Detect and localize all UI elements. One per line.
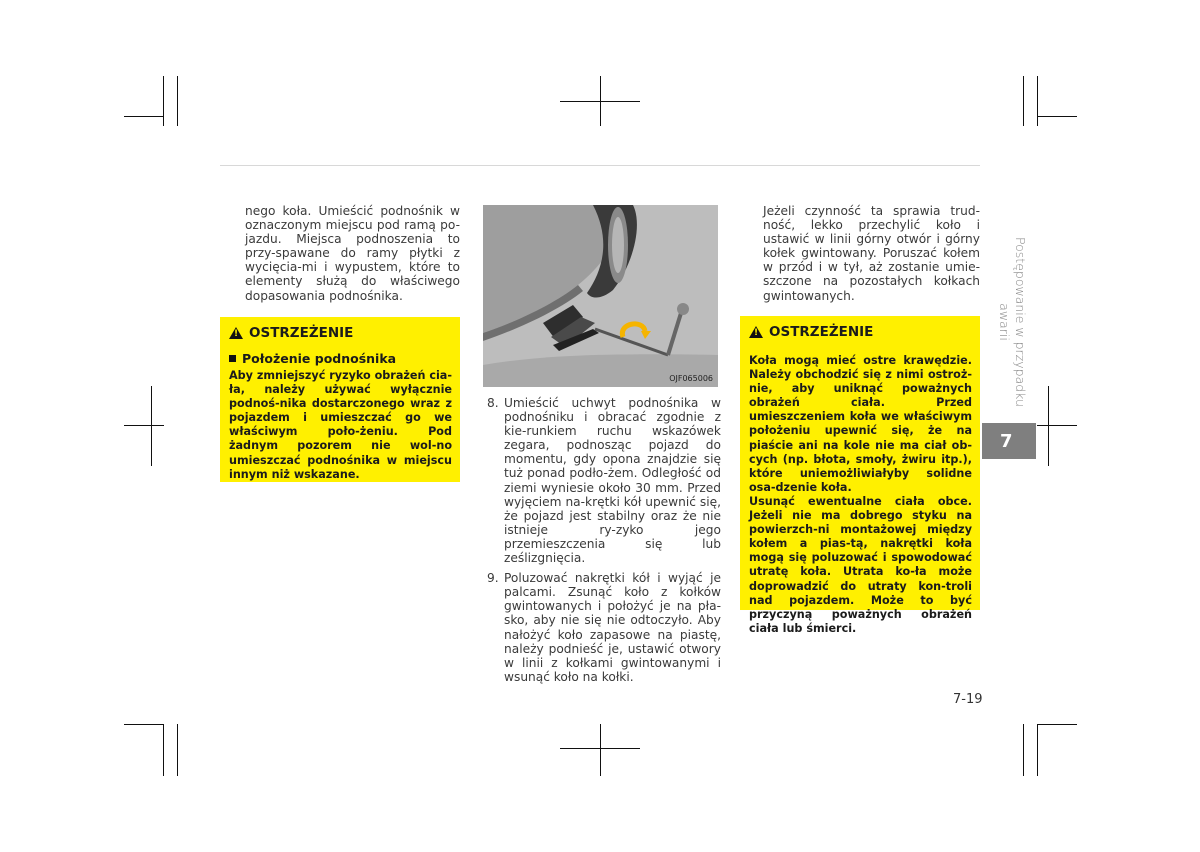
chapter-number: 7 — [1000, 430, 1013, 452]
left-intro-paragraph: nego koła. Umieścić podnośnik w oznaczonym miejscu pod ramą po-jazdu. Miejsca podnoszenia to przy-spawane do ramy płytki z wycięcia-mi i wypustem, które to elementy służą do właściwego dopasowania podnośnika. — [245, 204, 460, 303]
steps-list — [483, 396, 721, 690]
figure-code: OJF065006 — [669, 374, 713, 383]
warning-subtitle-text: Położenie podnośnika — [242, 351, 397, 366]
step-text: Poluzować nakrętki kół i wyjąć je palcami. Zsunąć koło z kołków gwintowanych i położyć je na pła-sko, aby nie się nie odtoczyło. Aby nałożyć koło zapasowe na piastę, należy podnieść je, ustawić otwory w linii z kołkami gwintowanymi i wsunąć koło na kołki. — [504, 571, 721, 684]
right-column-text — [763, 204, 980, 303]
step-9 — [483, 571, 721, 684]
warning-title-left — [229, 325, 452, 341]
warning-body-right — [749, 354, 972, 636]
warning-triangle-icon: ! — [229, 327, 243, 339]
warning-title-text: OSTRZEŻENIE — [249, 325, 354, 341]
section-side-label — [994, 232, 1028, 412]
step-8 — [483, 396, 721, 565]
warning-box-right — [740, 316, 980, 635]
warning-body-right-p2: Usunąć ewentualne ciała obce. Jeżeli nie ma dobrego styku na powierzch-ni montażowej między kołem a pias-tą, nakrętki koła mogą się poluzować i spowodować utratę koła. Utrata ko-ła może doprowadzić do utraty kon-troli nad pojazdem. Może to być przyczyną poważnych obrażeń ciała lub śmierci. — [749, 494, 972, 635]
warning-body-left — [229, 369, 452, 482]
chapter-tab — [982, 423, 1036, 459]
warning-title-text: OSTRZEŻENIE — [769, 324, 874, 340]
page-number: 7-19 — [953, 692, 983, 707]
square-bullet-icon — [229, 355, 236, 362]
section-title: Postępowanie w przypadku awarii — [997, 237, 1028, 407]
jack-illustration — [483, 205, 718, 387]
warning-triangle-icon: ! — [749, 326, 763, 338]
warning-box-left — [220, 317, 460, 482]
step-number: 8. — [487, 396, 499, 410]
warning-title-right — [749, 324, 972, 340]
left-column-text — [245, 204, 460, 303]
right-intro-paragraph: Jeżeli czynność ta sprawia trud-ność, lekko przechylić koło i ustawić w linii górny otwór i górny kołek gwintowany. Poruszać kołem w przód i w tył, aż zostanie umie-szczone na pozostałych kołkach gwintowanych. — [763, 204, 980, 303]
jack-illustration-drawing — [483, 205, 718, 387]
warning-body-left-text: Aby zmniejszyć ryzyko obrażeń cia-ła, należy używać wyłącznie podnoś-nika dostarczonego wraz z pojazdem i umieszczać go we właściwym poło-żeniu. Pod żadnym pozorem nie wol-no umieszczać podnośnika w miejscu innym niż wskazane. — [229, 369, 452, 481]
step-number: 9. — [487, 571, 499, 586]
warning-subtitle-left — [229, 351, 452, 366]
header-rule — [220, 165, 980, 166]
step-text: Umieścić uchwyt podnośnika w podnośniku i obracać zgodnie z kie-runkiem ruchu wskazówek zegara, podnosząc pojazd do momentu, gdy opona znajdzie się tuż ponad podło-żem. Odległość od ziemi wyniesie około 30 mm. Przed wyjęciem na-krętki kół upewnić się, że pojazd jest stabilny oraz że nie istnieje ry-zyko jego przemieszczenia się lub ześlizgnięcia. — [504, 396, 721, 566]
warning-body-right-p1: Koła mogą mieć ostre krawędzie. Należy obchodzić się z nimi ostroż-nie, aby uniknąć poważnych obrażeń ciała. Przed umieszczeniem koła we właściwym położeniu upewnić się, że na piaście ani na kole nie ma ciał ob-cych (np. błota, smoły, żwiru itp.), które uniemożliwiałyby solidne osa-dzenie koła. — [749, 354, 972, 494]
